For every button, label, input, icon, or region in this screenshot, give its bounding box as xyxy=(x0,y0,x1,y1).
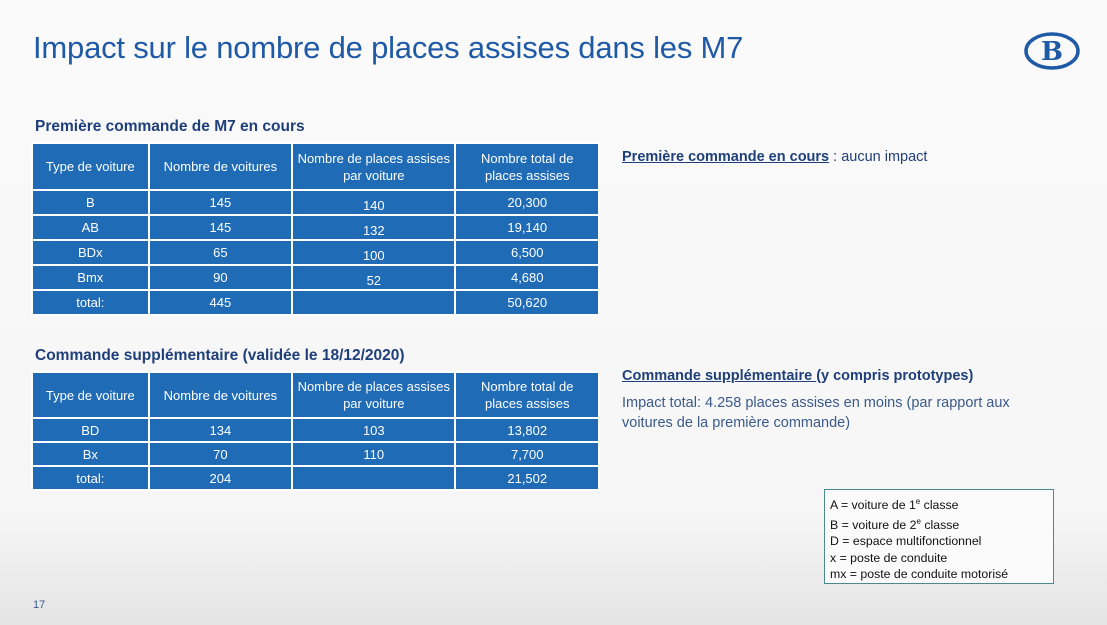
first-order-table xyxy=(31,142,600,316)
table-cell: 145 xyxy=(149,215,293,240)
table-row xyxy=(32,240,599,265)
impact-description: Impact total: 4.258 places assises en moins (par rapport aux voitures de la première commande) xyxy=(622,395,1010,431)
table-cell: 13,802 xyxy=(455,418,599,442)
table-cell: 20,300 xyxy=(455,190,599,215)
table-cell: 103 xyxy=(292,418,455,442)
header-cell: Nombre de voitures xyxy=(149,143,293,190)
table-cell xyxy=(292,290,455,315)
note-supplementary-order xyxy=(622,368,973,384)
section1-label: Première commande de M7 en cours xyxy=(35,118,305,135)
header-cell: Type de voiture xyxy=(32,143,149,190)
table-cell: 52 xyxy=(292,265,455,290)
legend-item: D = espace multifonctionnel xyxy=(830,534,982,549)
table-row xyxy=(32,418,599,442)
slide-title: Impact sur le nombre de places assises dans les M7 xyxy=(33,30,744,65)
table-cell: 445 xyxy=(149,290,293,315)
header-cell: Nombre de places assises par voiture xyxy=(292,372,455,418)
table-cell: B xyxy=(32,190,149,215)
table-cell: 100 xyxy=(292,240,455,265)
table-cell: 65 xyxy=(149,240,293,265)
sncb-logo-icon xyxy=(1024,32,1080,70)
note-first-order-heading: Première commande en cours xyxy=(622,149,830,165)
table-header-row xyxy=(32,143,599,190)
note-supplementary-heading: Commande supplémentaire xyxy=(622,368,817,384)
legend-item: mx = poste de conduite motorisé xyxy=(830,567,1009,582)
note-first-order xyxy=(622,149,927,165)
table-row xyxy=(32,442,599,466)
table-cell: Bmx xyxy=(32,265,149,290)
table-cell: 110 xyxy=(292,442,455,466)
note-supplementary-heading-suffix: (y compris prototypes) xyxy=(816,368,974,384)
legend-box xyxy=(824,489,1054,584)
table-cell: total: xyxy=(32,466,149,490)
table-row xyxy=(32,190,599,215)
table-cell: 132 xyxy=(292,215,455,240)
table-cell: BDx xyxy=(32,240,149,265)
table-cell: 21,502 xyxy=(455,466,599,490)
table-row xyxy=(32,265,599,290)
table-total-row xyxy=(32,466,599,490)
legend-item: B = voiture de 2e classe xyxy=(830,516,960,532)
legend-item: A = voiture de 1e classe xyxy=(830,497,959,513)
table-total-row xyxy=(32,290,599,315)
section2-label: Commande supplémentaire (validée le 18/12/2020) xyxy=(35,347,405,364)
header-cell: Type de voiture xyxy=(32,372,149,418)
table-cell: 6,500 xyxy=(455,240,599,265)
table-row xyxy=(32,215,599,240)
table-cell: BD xyxy=(32,418,149,442)
legend-item: x = poste de conduite xyxy=(830,550,948,565)
page-number: 17 xyxy=(33,599,46,611)
header-cell: Nombre total de places assises xyxy=(455,143,599,190)
table-cell xyxy=(292,466,455,490)
header-cell: Nombre de places assises par voiture xyxy=(292,143,455,190)
table-cell: total: xyxy=(32,290,149,315)
table-cell: 145 xyxy=(149,190,293,215)
logo-letter: B xyxy=(1041,37,1063,67)
table-cell: 19,140 xyxy=(455,215,599,240)
supplementary-order-table xyxy=(31,371,600,491)
table-cell: 50,620 xyxy=(455,290,599,315)
header-cell: Nombre de voitures xyxy=(149,372,293,418)
table-cell: Bx xyxy=(32,442,149,466)
header-cell: Nombre total de places assises xyxy=(455,372,599,418)
table-cell: 134 xyxy=(149,418,293,442)
table-cell: 70 xyxy=(149,442,293,466)
table-cell: 7,700 xyxy=(455,442,599,466)
table-header-row xyxy=(32,372,599,418)
table-cell: AB xyxy=(32,215,149,240)
table-cell: 204 xyxy=(149,466,293,490)
table-cell: 4,680 xyxy=(455,265,599,290)
note-first-order-text: : aucun impact xyxy=(829,149,928,165)
table-cell: 140 xyxy=(292,190,455,215)
table-cell: 90 xyxy=(149,265,293,290)
